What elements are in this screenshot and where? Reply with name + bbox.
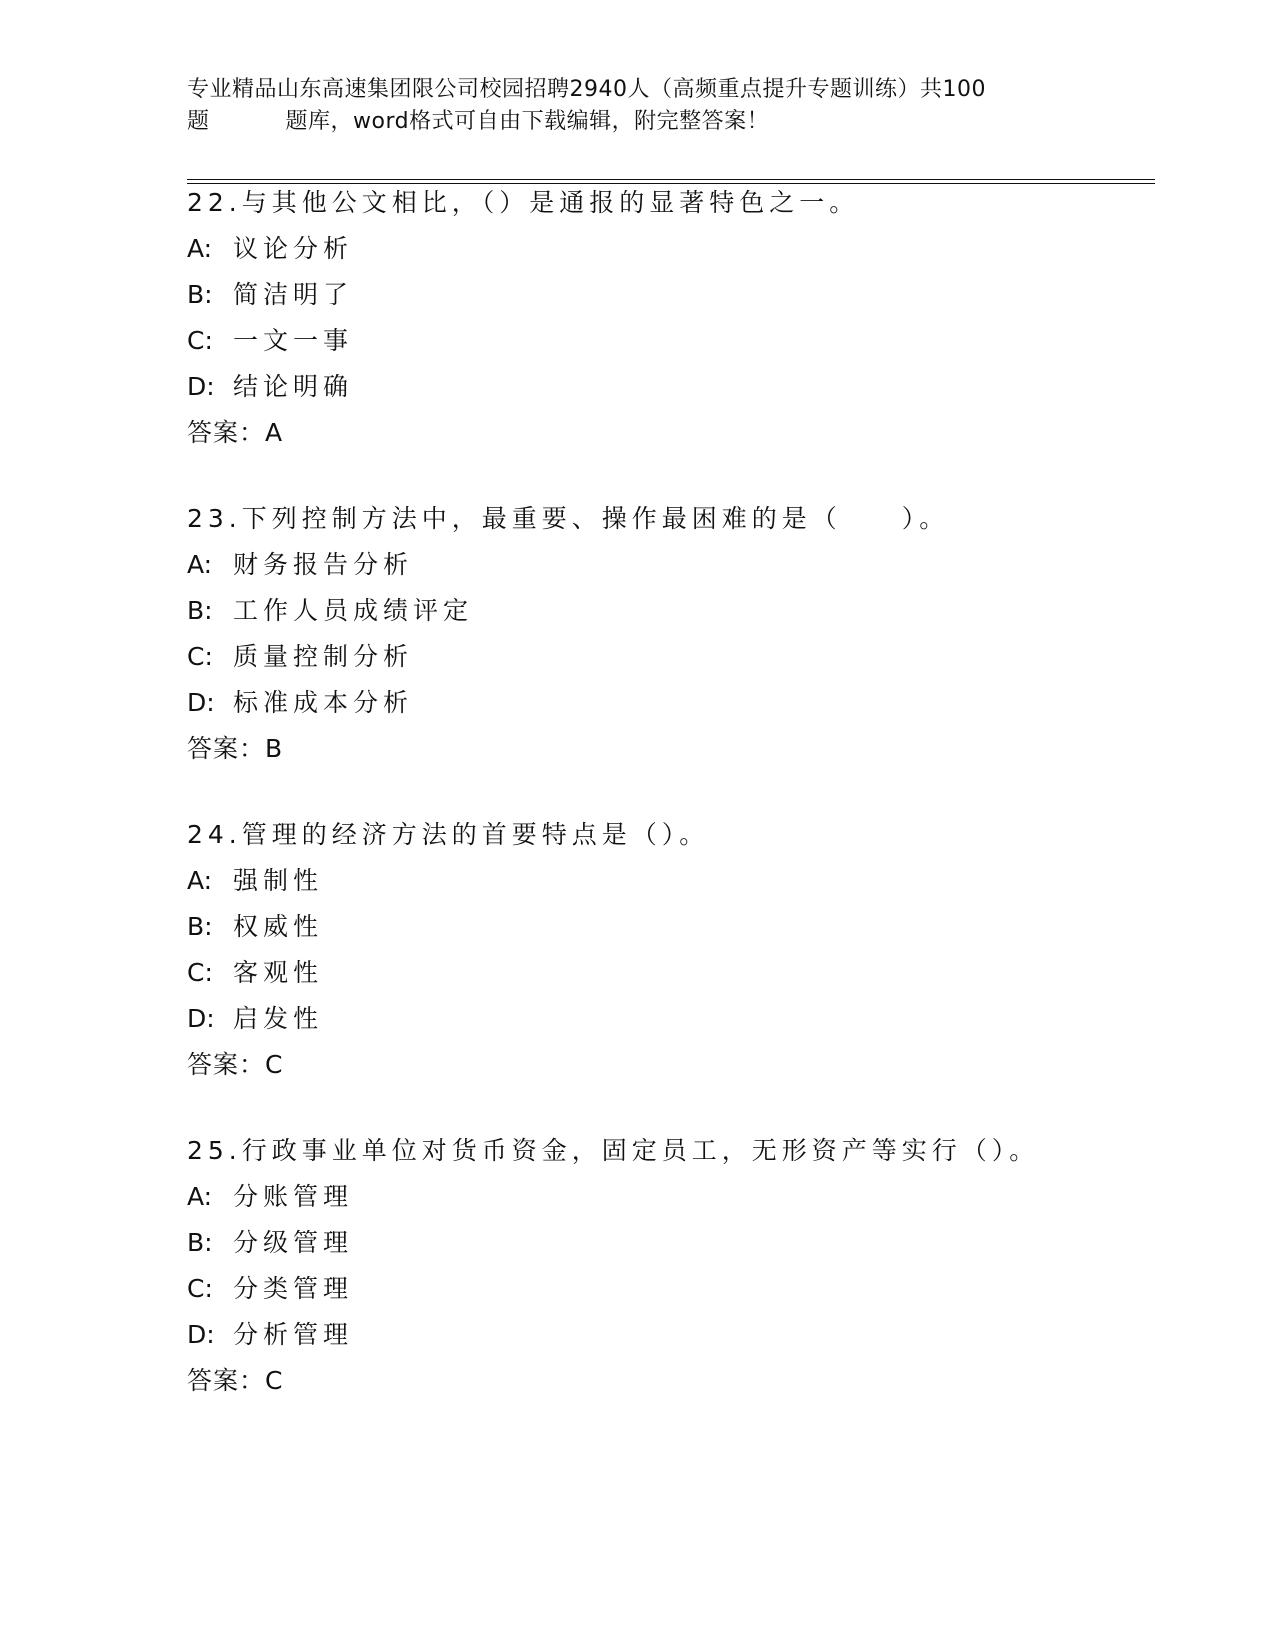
option-key: A: (187, 1182, 213, 1211)
question-22 (187, 180, 1147, 456)
option-c (187, 634, 1147, 680)
option-key: B: (187, 596, 213, 625)
option-a (187, 858, 1147, 904)
option-c (187, 950, 1147, 996)
option-key: B: (187, 912, 213, 941)
option-key: A: (187, 234, 213, 263)
option-text: 权威性 (233, 912, 324, 941)
option-b (187, 588, 1147, 634)
option-d (187, 996, 1147, 1042)
option-text: 财务报告分析 (233, 550, 414, 579)
question-stem: 24.管理的经济方法的首要特点是（）。 (187, 820, 710, 849)
answer-line: 答案：B (187, 734, 284, 763)
document-header (187, 74, 1087, 138)
option-text: 简洁明了 (233, 280, 354, 309)
option-text: 分析管理 (233, 1320, 354, 1349)
option-text: 质量控制分析 (233, 642, 414, 671)
option-b (187, 1220, 1147, 1266)
option-text: 结论明确 (233, 372, 354, 401)
question-stem: 23.下列控制方法中，最重要、操作最困难的是（ ）。 (187, 504, 950, 533)
header-title-line1: 专业精品山东高速集团限公司校园招聘2940人（高频重点提升专题训练）共100 (187, 77, 986, 102)
option-text: 客观性 (233, 958, 324, 987)
option-a (187, 226, 1147, 272)
option-key: A: (187, 550, 213, 579)
option-a (187, 542, 1147, 588)
option-text: 分账管理 (233, 1182, 354, 1211)
option-key: B: (187, 280, 213, 309)
option-text: 工作人员成绩评定 (233, 596, 474, 625)
option-key: D: (187, 1320, 215, 1349)
option-key: D: (187, 688, 215, 717)
option-text: 议论分析 (233, 234, 354, 263)
answer-line: 答案：A (187, 418, 284, 447)
option-key: A: (187, 866, 213, 895)
option-d (187, 364, 1147, 410)
option-key: D: (187, 372, 215, 401)
option-key: C: (187, 1274, 213, 1303)
option-text: 分类管理 (233, 1274, 354, 1303)
option-key: D: (187, 1004, 215, 1033)
option-text: 标准成本分析 (233, 688, 414, 717)
answer-line: 答案：C (187, 1050, 284, 1079)
option-c (187, 318, 1147, 364)
option-text: 一文一事 (233, 326, 354, 355)
option-key: B: (187, 1228, 213, 1257)
header-title-line2 (187, 106, 1087, 138)
option-d (187, 1312, 1147, 1358)
option-text: 分级管理 (233, 1228, 354, 1257)
option-c (187, 1266, 1147, 1312)
header-line2-rest: 题库，word格式可自由下载编辑，附完整答案！ (285, 109, 770, 134)
option-key: C: (187, 642, 213, 671)
option-b (187, 904, 1147, 950)
option-b (187, 272, 1147, 318)
header-line2-prefix: 题 (187, 109, 210, 134)
option-a (187, 1174, 1147, 1220)
question-stem: 22.与其他公文相比，（）是通报的显著特色之一。 (187, 188, 860, 217)
option-key: C: (187, 958, 213, 987)
option-key: C: (187, 326, 213, 355)
answer-line: 答案：C (187, 1366, 284, 1395)
question-23 (187, 496, 1147, 772)
option-d (187, 680, 1147, 726)
question-24 (187, 812, 1147, 1088)
option-text: 启发性 (233, 1004, 324, 1033)
option-text: 强制性 (233, 866, 324, 895)
question-stem: 25.行政事业单位对货币资金，固定员工，无形资产等实行（）。 (187, 1136, 1040, 1165)
question-25 (187, 1128, 1147, 1404)
